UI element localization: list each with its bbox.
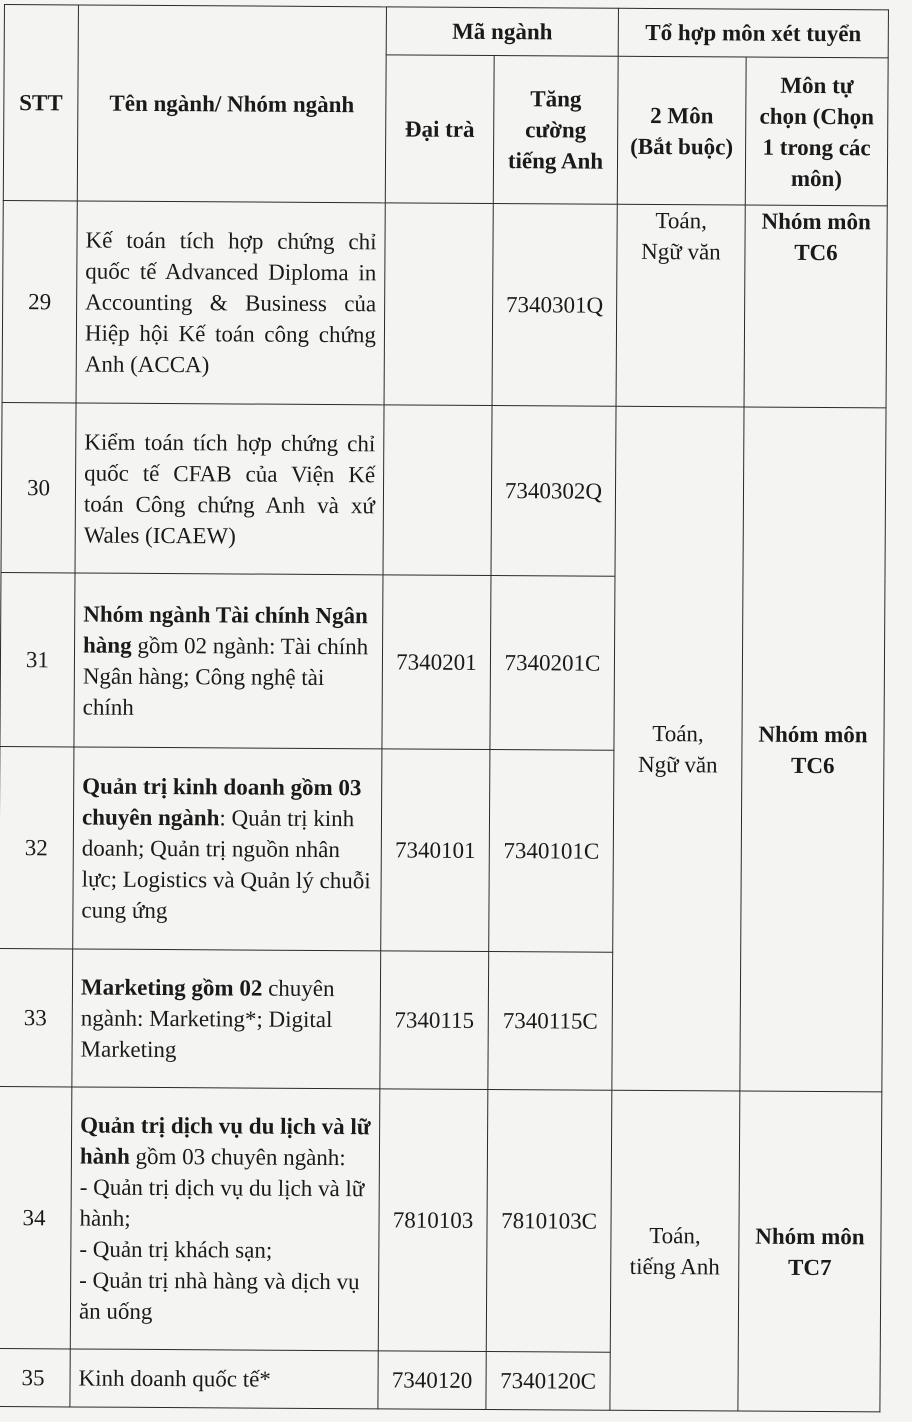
table-row <box>2 201 887 408</box>
combo-elective <box>744 205 887 408</box>
admission-table <box>0 4 889 1412</box>
table-row <box>0 1087 882 1354</box>
row-name <box>70 1349 378 1409</box>
row-code-regular: 7340201 <box>382 575 491 750</box>
row-name-rest: : Quản trị kinh doanh; Quản trị nguồn nhân lực; Logistics và Quản lý chuỗi cung ứng <box>81 805 370 923</box>
header-elective: Môn tự chọn (Chọn 1 trong các môn) <box>745 57 888 206</box>
row-name-rest: gồm 03 chuyên ngành: - Quản trị dịch vụ du lịch và lữ hành; - Quản trị khách sạn; - Quản trị nhà hàng và dịch vụ ăn uống <box>79 1144 364 1324</box>
row-stt: 31 <box>0 573 75 747</box>
row-name-bold: Quản trị kinh doanh gồm 03 chuyên ngành <box>82 774 362 831</box>
row-stt: 35 <box>0 1349 70 1407</box>
combo-elective-line2: TC6 <box>750 749 875 781</box>
row-code-regular: 7340115 <box>380 951 489 1090</box>
row-code-english: 7340115C <box>488 952 613 1091</box>
combo-elective-line1: Nhóm môn <box>747 1220 872 1252</box>
combo-required-line1: Toán, <box>622 717 733 749</box>
row-name-bold: Marketing gồm 02 <box>81 975 263 1001</box>
row-stt: 30 <box>1 403 76 573</box>
row-name <box>72 949 381 1089</box>
combo-required-line2: Ngữ văn <box>622 748 733 780</box>
row-stt: 34 <box>0 1087 72 1349</box>
row-name <box>75 403 384 575</box>
row-name-rest: Kế toán tích hợp chứng chỉ quốc tế Advanced Diploma in Accounting & Business của Hiệp hội Kế toán công chứng Anh (ACCA) <box>85 228 377 378</box>
combo-required-line2: tiếng Anh <box>619 1250 730 1282</box>
header-code-group: Mã ngành <box>386 7 618 56</box>
combo-elective-line1: Nhóm môn <box>754 206 879 238</box>
row-code-english: 7340101C <box>489 750 614 953</box>
row-name <box>73 747 382 951</box>
row-code-regular: 7810103 <box>378 1089 488 1352</box>
row-stt: 33 <box>0 949 73 1087</box>
header-code-english: Tăng cường tiếng Anh <box>493 56 618 205</box>
row-code-english: 7340120C <box>486 1351 610 1410</box>
row-name-bold: Quản trị dịch vụ du lịch và lữ hành <box>80 1113 371 1169</box>
row-code-english: 7810103C <box>486 1090 612 1353</box>
combo-required <box>610 1090 740 1411</box>
combo-required-line2: Ngữ văn <box>625 236 736 268</box>
row-name-rest: Kinh doanh quốc tế* <box>79 1366 271 1392</box>
combo-elective-line2: TC7 <box>747 1251 872 1283</box>
row-code-english: 7340301Q <box>492 204 617 407</box>
row-name-rest: Kiểm toán tích hợp chứng chỉ quốc tế CFAB của Viện Kế toán Công chứng Anh và xứ Wales (ICAEW) <box>84 429 376 548</box>
row-code-regular <box>383 405 492 576</box>
table-row <box>1 403 886 578</box>
combo-elective-line1: Nhóm môn <box>750 718 875 750</box>
row-code-regular: 7340120 <box>378 1351 486 1410</box>
header-stt: STT <box>3 5 78 201</box>
row-code-english: 7340201C <box>490 576 615 751</box>
combo-elective <box>740 407 886 1092</box>
combo-required <box>616 204 745 407</box>
combo-required-line1: Toán, <box>626 205 737 237</box>
combo-required-line1: Toán, <box>619 1219 730 1251</box>
header-code-regular: Đại trà <box>385 55 494 204</box>
row-name-bold: Nhóm ngành Tài chính Ngân hàng <box>83 601 368 657</box>
header-row-1 <box>4 5 888 58</box>
row-code-regular <box>384 203 493 406</box>
row-stt: 32 <box>0 747 74 949</box>
header-required: 2 Môn (Bắt buộc) <box>617 56 746 205</box>
row-stt: 29 <box>2 201 77 403</box>
row-name <box>76 201 385 405</box>
row-code-english: 7340302Q <box>491 406 616 577</box>
row-name-rest: gồm 02 ngành: Tài chính Ngân hàng; Công nghệ tài chính <box>83 632 369 719</box>
combo-elective-line2: TC6 <box>753 237 878 269</box>
header-combo-group: Tổ hợp môn xét tuyển <box>618 8 888 58</box>
row-name <box>74 573 383 749</box>
header-name: Tên ngành/ Nhóm ngành <box>77 5 386 203</box>
row-code-regular: 7340101 <box>381 749 490 952</box>
row-name-rest: chuyên ngành: Marketing*; Digital Marketing <box>81 976 335 1062</box>
combo-required <box>612 406 744 1091</box>
row-name <box>70 1087 380 1351</box>
combo-elective <box>738 1091 882 1412</box>
